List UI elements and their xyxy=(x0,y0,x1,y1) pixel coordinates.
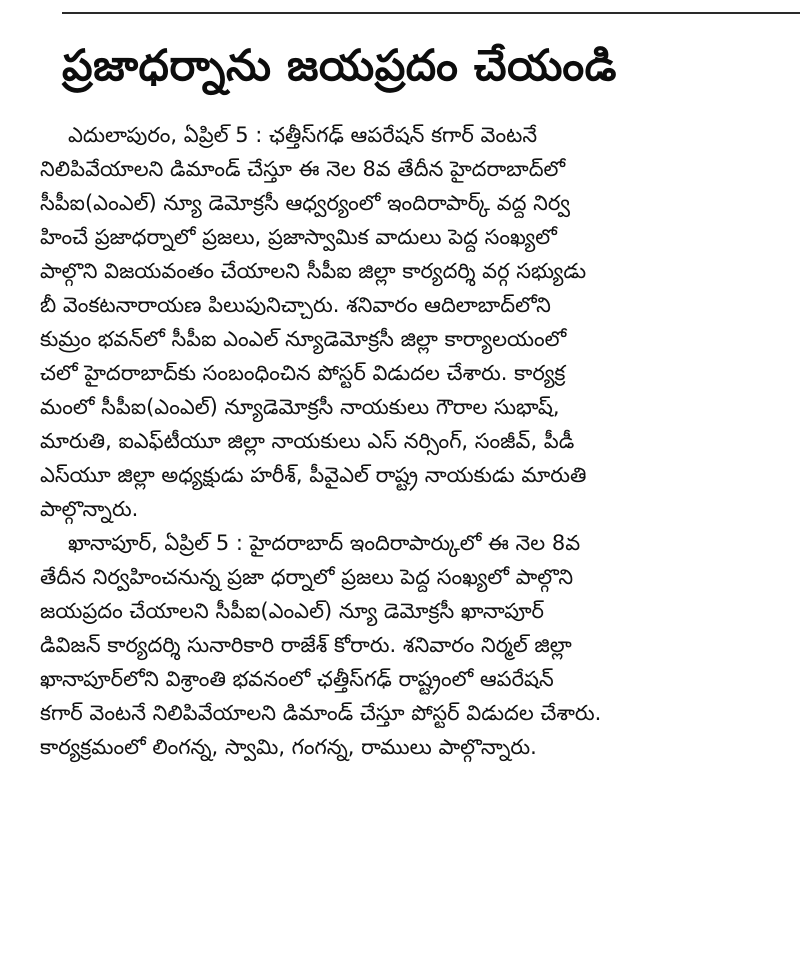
paragraph-line: ఖానాపూర్, ఏప్రిల్ 5 : హైదరాబాద్ ఇందిరాపార్కులో ఈ నెల 8వ xyxy=(68,531,581,555)
paragraph-line: కార్యక్రమంలో లింగన్న, స్వామి, గంగన్న, రాములు పాల్గొన్నారు. xyxy=(40,735,537,759)
paragraph-line: చలో హైదరాబాద్‌కు సంబంధించిన పోస్టర్ విడుదల చేశారు. కార్యక్ర xyxy=(40,361,566,385)
paragraph-line: ఖానాపూర్‌లోని విశ్రాంతి భవనంలో ఛత్తీస్‌గఢ్ రాష్ట్రంలో ఆపరేషన్ xyxy=(40,667,554,691)
paragraph-line: మారుతి, ఐఎఫ్‌టీయూ జిల్లా నాయకులు ఎస్ నర్సింగ్, సంజీవ్, పీడీ xyxy=(40,429,575,453)
paragraph-line: కుమ్రం భవన్‌లో సీపీఐ ఎంఎల్ న్యూడెమోక్రసీ జిల్లా కార్యాలయంలో xyxy=(40,327,567,351)
paragraph-line: జయప్రదం చేయాలని సీపీఐ(ఎంఎల్) న్యూ డెమోక్రసీ ఖానాపూర్ xyxy=(40,599,545,623)
article-paragraph-edulapuram xyxy=(40,118,760,526)
paragraph-line: ఎస్‌యూ జిల్లా అధ్యక్షుడు హరీశ్, పీవైఎల్ రాష్ట్ర నాయకుడు మారుతి xyxy=(40,463,587,487)
article-headline: ప్రజాధర్నాను జయప్రదం చేయండి xyxy=(62,41,618,91)
top-divider-rule xyxy=(62,12,800,14)
article xyxy=(40,36,760,764)
paragraph-line: మంలో సీపీఐ(ఎంఎల్) న్యూడెమోక్రసీ నాయకులు గౌరాల సుభాష్, xyxy=(40,395,560,419)
paragraph-line: హించే ప్రజాధర్నాలో ప్రజలు, ప్రజాస్వామిక వాదులు పెద్ద సంఖ్యలో xyxy=(40,225,557,249)
paragraph-line: కగార్ వెంటనే నిలిపివేయాలని డిమాండ్ చేస్తూ పోస్టర్ విడుదల చేశారు. xyxy=(40,701,602,725)
paragraph-line: నిలిపివేయాలని డిమాండ్ చేస్తూ ఈ నెల 8వ తేదీన హైదరాబాద్‌లో xyxy=(40,157,566,181)
paragraph-line: ఎదులాపురం, ఏప్రిల్ 5 : ఛత్తీస్‌గఢ్ ఆపరేషన్ కగార్ వెంటనే xyxy=(68,123,538,147)
paragraph-line: పాల్గొని విజయవంతం చేయాలని సీపీఐ జిల్లా కార్యదర్శి వర్గ సభ్యుడు xyxy=(40,259,587,283)
paragraph-line: తేదీన నిర్వహించనున్న ప్రజా ధర్నాలో ప్రజలు పెద్ద సంఖ్యలో పాల్గొని xyxy=(40,565,574,589)
paragraph-line: సీపీఐ(ఎంఎల్) న్యూ డెమోక్రసీ ఆధ్వర్యంలో ఇందిరాపార్క్ వద్ద నిర్వ xyxy=(40,191,570,215)
article-paragraph-khanapur xyxy=(40,526,760,764)
paragraph-line: బీ వెంకటనారాయణ పిలుపునిచ్చారు. శనివారం ఆదిలాబాద్‌లోని xyxy=(40,293,551,317)
paragraph-line: పాల్గొన్నారు. xyxy=(40,497,139,521)
paragraph-line: డివిజన్ కార్యదర్శి సునారికారి రాజేశ్ కోరారు. శనివారం నిర్మల్ జిల్లా xyxy=(40,633,572,657)
